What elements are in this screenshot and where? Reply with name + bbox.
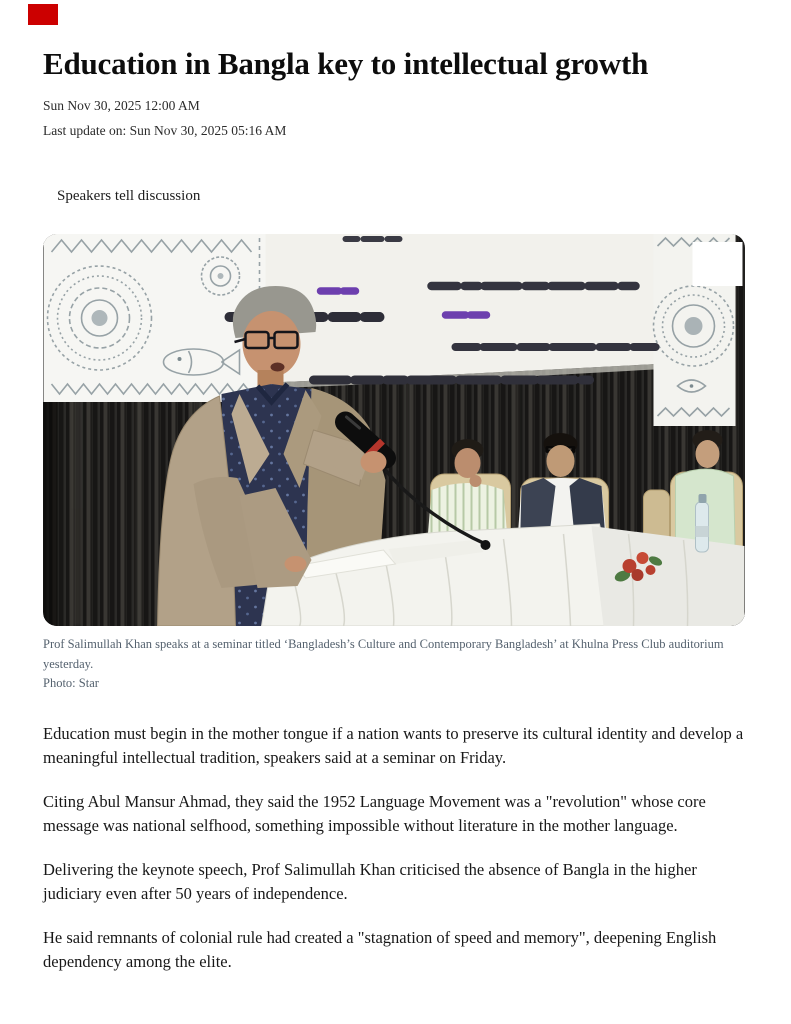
article-paragraph: Citing Abul Mansur Ahmad, they said the 1952 Language Movement was a "revolution" whose core message was national selfhood, something impossible without literature in the mother language. <box>43 792 706 836</box>
article-paragraph: Delivering the keynote speech, Prof Salimullah Khan criticised the absence of Bangla in the higher judiciary even after 50 years of independence. <box>43 860 697 903</box>
last-update-date: Last update on: Sun Nov 30, 2025 05:16 AM <box>43 123 287 139</box>
water-bottle <box>696 494 709 552</box>
article-title: Education in Bangla key to intellectual growth <box>43 46 649 81</box>
related-tag-link[interactable]: Speakers tell discussion <box>57 188 201 205</box>
article-body <box>43 722 745 973</box>
site-logo[interactable] <box>28 4 58 25</box>
photo-credit: Photo: Star <box>43 675 99 690</box>
article-photo <box>43 234 745 626</box>
photo-caption <box>43 635 745 693</box>
article-paragraph: He said remnants of colonial rule had created a "stagnation of speed and memory", deepening English dependency among the elite. <box>43 927 717 971</box>
white-patch <box>693 242 743 286</box>
article-paragraph: Education must begin in the mother tongue if a nation wants to preserve its cultural identity and develop a meaningful intellectual tradition, speakers said at a seminar on Friday. <box>43 724 744 768</box>
published-date: Sun Nov 30, 2025 12:00 AM <box>43 98 200 114</box>
caption-text: Prof Salimullah Khan speaks at a seminar titled ‘Bangladesh’s Culture and Contemporary Bangladesh’ at Khulna Press Club auditorium yesterday. <box>43 637 724 671</box>
article-figure <box>43 234 745 693</box>
